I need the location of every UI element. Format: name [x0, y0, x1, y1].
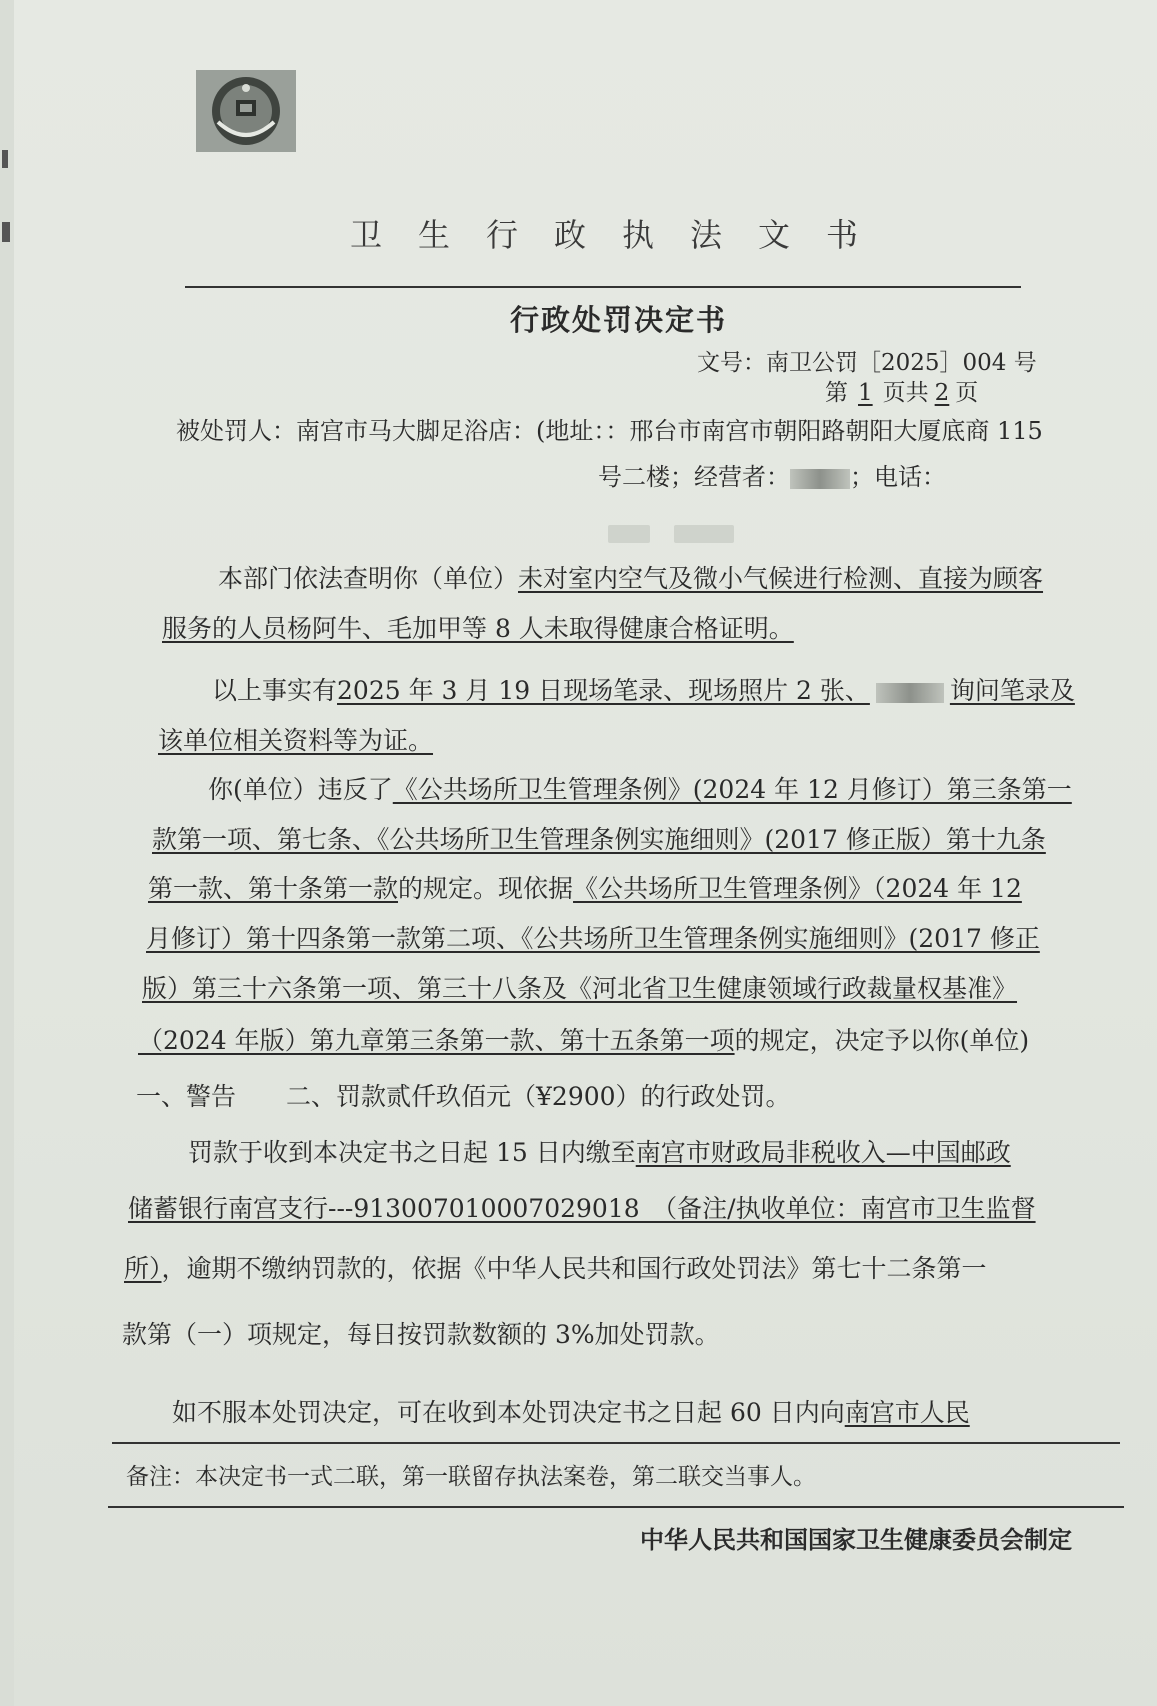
- paragraph-violation: 款第一项、第七条、《公共场所卫生管理条例实施细则》(2017 修正版）第十九条: [152, 825, 1046, 854]
- paragraph-payment: 所），逾期不缴纳罚款的，依据《中华人民共和国行政处罚法》第七十二条第一: [124, 1254, 987, 1283]
- page-indicator: 第 1 页共 2 页: [825, 380, 979, 406]
- issuer: 中华人民共和国国家卫生健康委员会制定: [640, 1526, 1072, 1554]
- remark-divider: [112, 1442, 1120, 1444]
- edge-mark: [2, 222, 10, 242]
- national-emblem-icon: [196, 70, 296, 152]
- paragraph-penalty: 一、警告 二、罚款贰仟玖佰元（¥2900）的行政处罚。: [136, 1082, 791, 1111]
- paragraph-facts: 本部门依法查明你（单位）未对室内空气及微小气候进行检测、直接为顾客: [218, 564, 1044, 593]
- respondent-line: 号二楼；经营者： ；电话：: [598, 463, 946, 491]
- remark: 备注：本决定书一式二联，第一联留存执法案卷，第二联交当事人。: [126, 1464, 816, 1490]
- paragraph-facts: 服务的人员杨阿牛、毛加甲等 8 人未取得健康合格证明。: [162, 614, 794, 643]
- paragraph-appeal: 如不服本处罚决定，可在收到本处罚决定书之日起 60 日内向南宫市人民: [172, 1398, 970, 1427]
- redacted-mark: [790, 469, 850, 489]
- edge-mark: [2, 150, 8, 168]
- document-subtitle: 行政处罚决定书: [510, 303, 728, 337]
- paragraph-evidence: 该单位相关资料等为证。: [158, 726, 434, 755]
- paragraph-violation: 月修订）第十四条第一款第二项、《公共场所卫生管理条例实施细则》(2017 修正: [146, 924, 1040, 953]
- paragraph-violation: （2024 年版）第九章第三条第一款、第十五条第一项的规定，决定予以你(单位): [138, 1026, 1030, 1055]
- doc-number: 文号：南卫公罚［2025］004 号: [697, 350, 1037, 376]
- redacted-mark: [876, 683, 944, 703]
- paragraph-violation: 版）第三十六条第一项、第三十八条及《河北省卫生健康领域行政裁量权基准》: [142, 974, 1018, 1003]
- paragraph-payment: 储蓄银行南宫支行---913007010007029018 （备注/执收单位：南宫市卫生监督: [128, 1194, 1036, 1223]
- document-title: 卫生行政执法文书: [350, 216, 895, 254]
- redacted-phone: [608, 515, 734, 549]
- paragraph-violation: 你(单位）违反了《公共场所卫生管理条例》(2024 年 12 月修订）第三条第一: [208, 775, 1072, 804]
- paragraph-violation: 第一款、第十条第一款的规定。现依据《公共场所卫生管理条例》（2024 年 12: [148, 874, 1022, 903]
- paragraph-evidence: 以上事实有2025 年 3 月 19 日现场笔录、现场照片 2 张、 询问笔录及: [212, 676, 1075, 705]
- paragraph-payment: 罚款于收到本决定书之日起 15 日内缴至南宫市财政局非税收入—中国邮政: [188, 1138, 1011, 1167]
- paragraph-payment: 款第（一）项规定，每日按罚款数额的 3%加处罚款。: [122, 1320, 720, 1349]
- title-divider: [185, 286, 1021, 288]
- respondent-line: 被处罚人：南宫市马大脚足浴店：(地址：：邢台市南宫市朝阳路朝阳大厦底商 115: [176, 417, 1043, 445]
- footer-divider: [108, 1506, 1124, 1508]
